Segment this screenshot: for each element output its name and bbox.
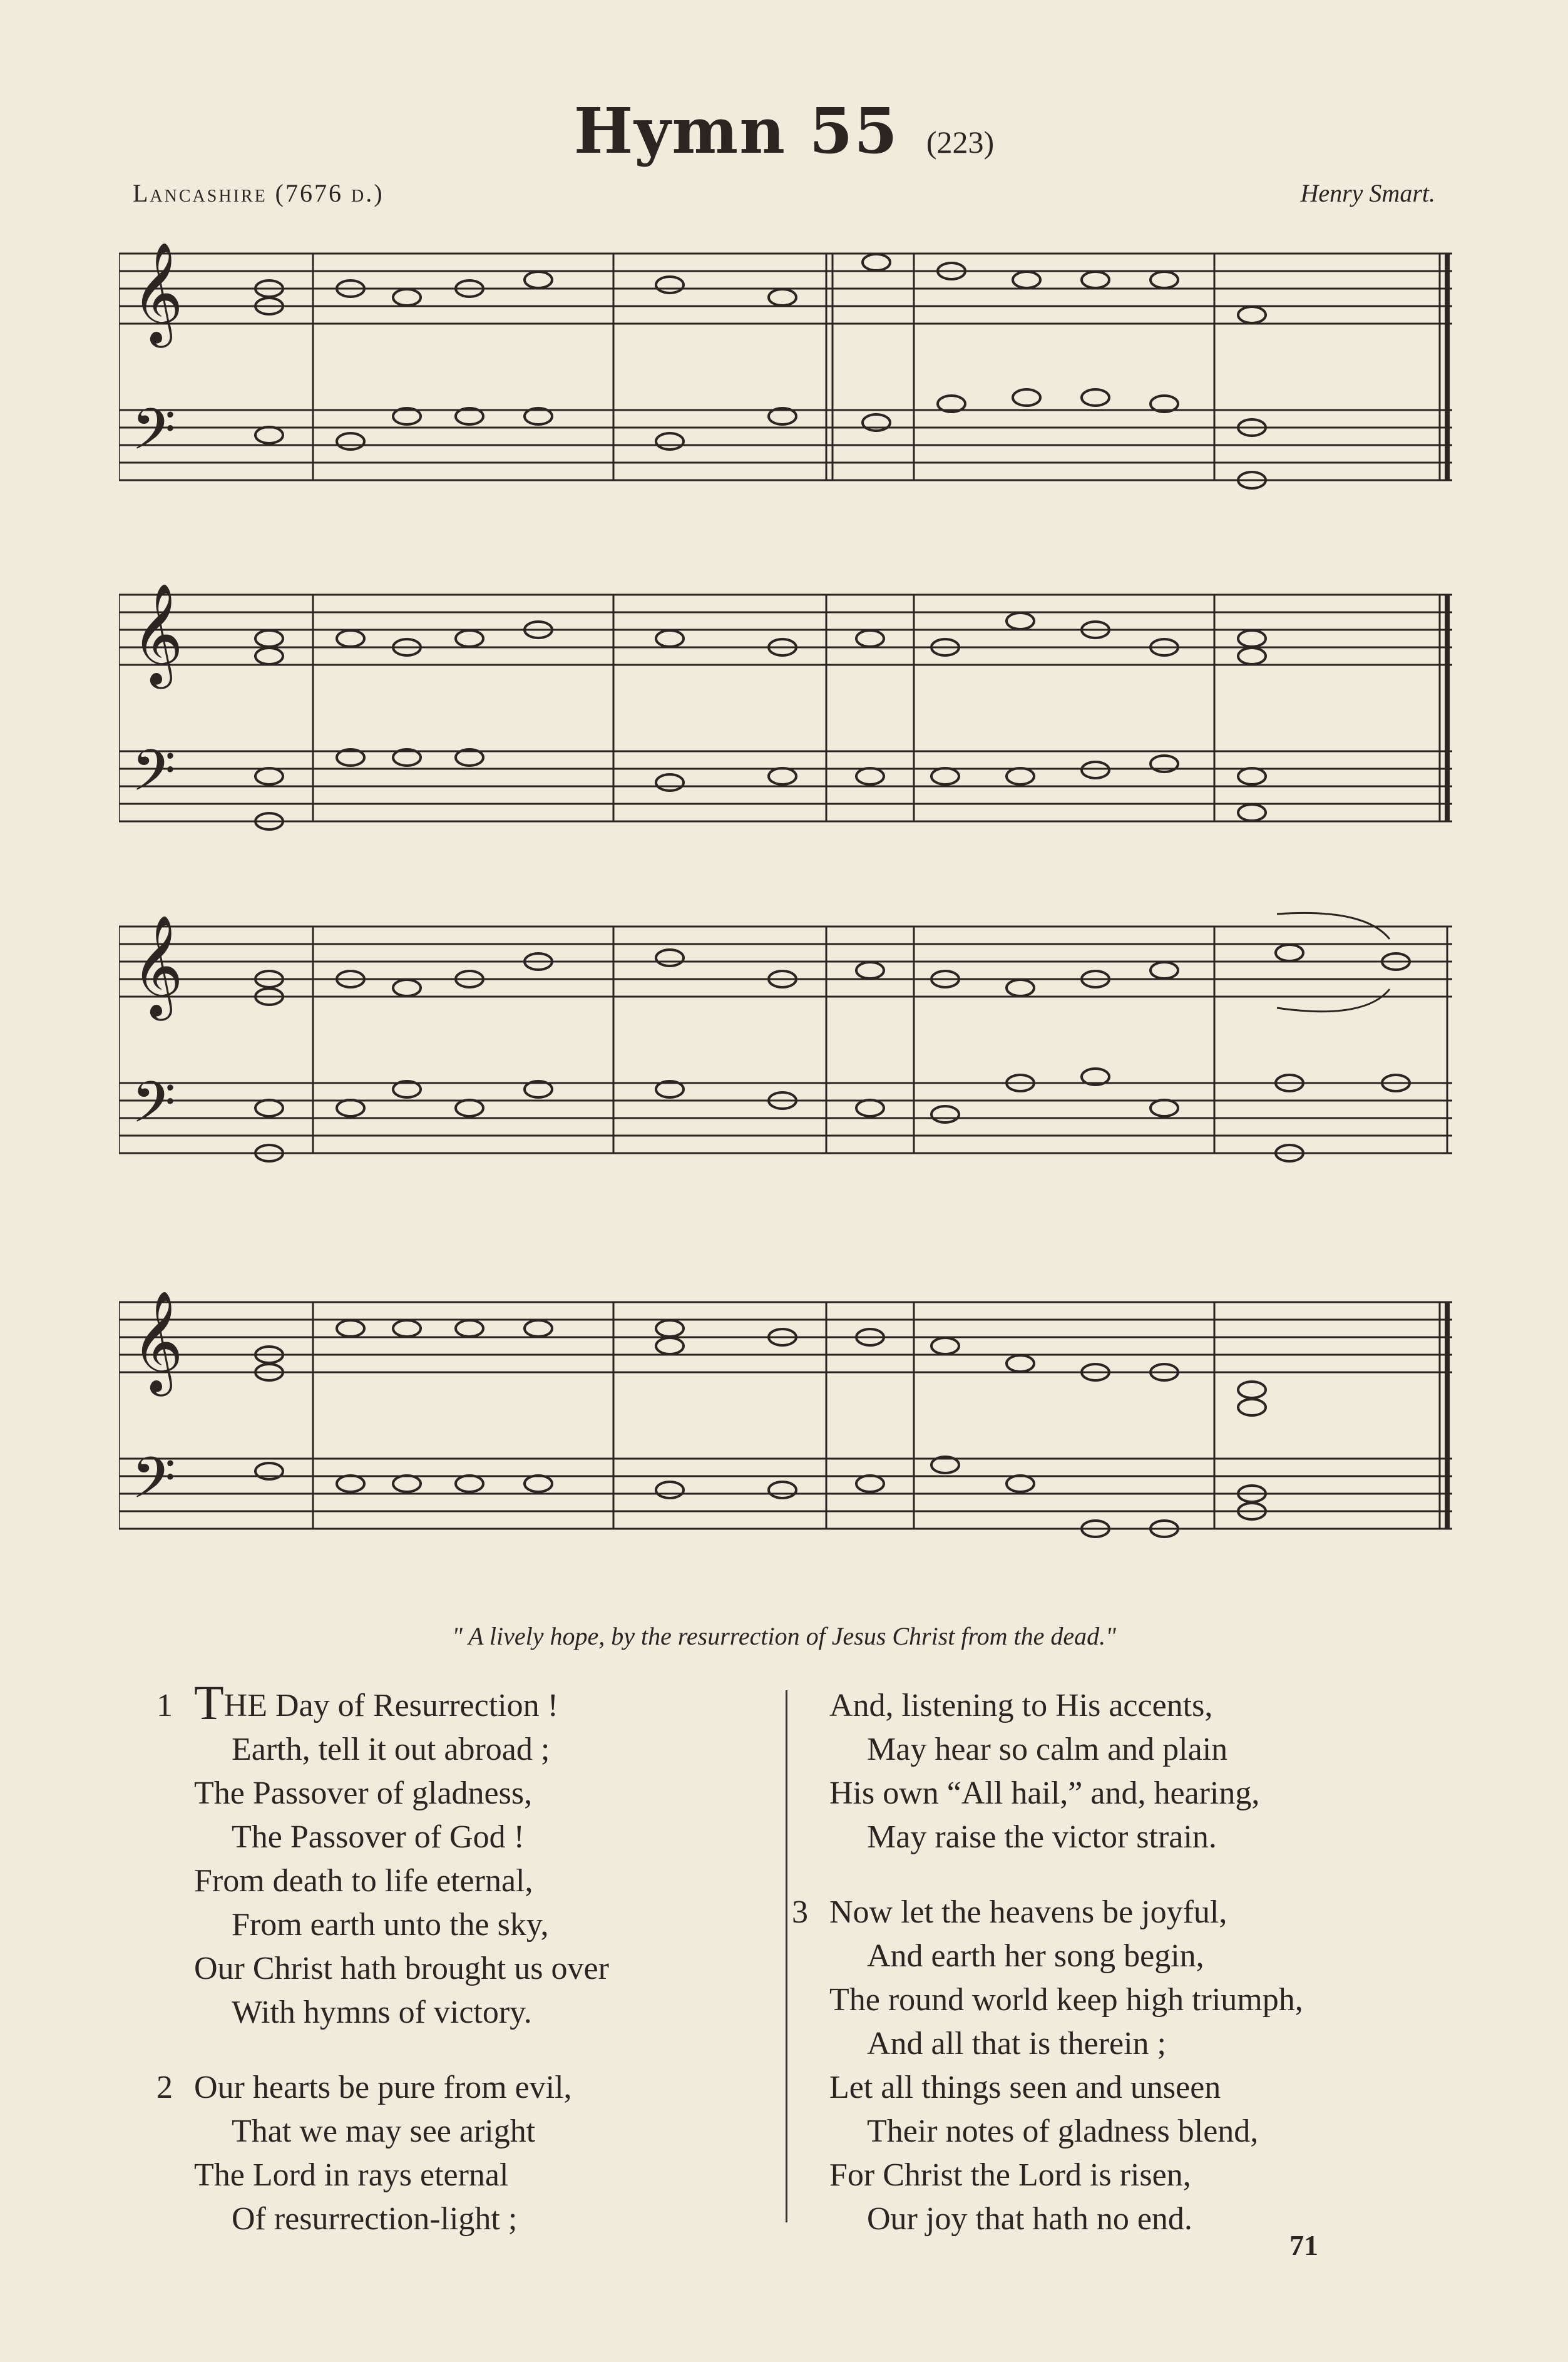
verse-line: For Christ the Lord is risen, — [829, 2157, 1191, 2193]
verse-line: The Lord in rays eternal — [194, 2157, 509, 2193]
verse-number: 1 — [156, 1688, 173, 1723]
verse-line: From death to life eternal, — [194, 1863, 533, 1899]
verse-line: The Passover of God ! — [232, 1819, 525, 1855]
music-system-2 — [119, 570, 1452, 858]
hymn-title: Hymn 55 — [573, 94, 899, 168]
music-system-1 — [119, 228, 1452, 516]
epigraph: " A lively hope, by the resurrection of Jesus Christ from the dead." — [452, 1622, 1116, 1650]
svg-text:𝄢: 𝄢 — [131, 399, 176, 475]
verse-line: Earth, tell it out abroad ; — [232, 1732, 550, 1767]
verse-line: And all that is therein ; — [867, 2026, 1167, 2062]
verse-line: His own “All hail,” and, hearing, — [829, 1775, 1260, 1811]
verse-line: And, listening to His accents, — [829, 1688, 1213, 1723]
svg-text:𝄞: 𝄞 — [131, 918, 183, 1015]
verse-line — [156, 1675, 609, 1730]
verse-line — [792, 1891, 1303, 1934]
verse-line: That we may see aright — [232, 2113, 536, 2149]
tune-name: Lancashire (7676 d.) — [133, 179, 384, 207]
hymn-reference: (223) — [926, 125, 995, 160]
verse-column-left — [156, 1675, 609, 2272]
page-number: 71 — [1289, 2229, 1318, 2261]
verse-line-text: HE Day of Resurrection ! — [223, 1688, 558, 1723]
svg-text:𝄢: 𝄢 — [131, 1447, 176, 1524]
verse-line-text: Now let the heavens be joyful, — [829, 1894, 1227, 1930]
verse-line-text: Our hearts be pure from evil, — [194, 2070, 572, 2105]
verse-2-continued — [792, 1684, 1303, 1859]
music-system-4 — [119, 1277, 1452, 1578]
verse-line: From earth unto the sky, — [232, 1907, 549, 1943]
verse-line: And earth her song begin, — [867, 1938, 1204, 1974]
drop-cap: T — [194, 1675, 224, 1730]
svg-text:𝄢: 𝄢 — [131, 740, 176, 816]
verse-line: Our Christ hath brought us over — [194, 1951, 609, 1986]
svg-text:𝄢: 𝄢 — [131, 1072, 176, 1148]
verse-line: May hear so calm and plain — [867, 1732, 1228, 1767]
verse-line: Our joy that hath no end. — [867, 2201, 1192, 2237]
verse-line: May raise the victor strain. — [867, 1819, 1217, 1855]
composer: Henry Smart. — [1300, 179, 1435, 207]
verse-line: Their notes of gladness blend, — [867, 2113, 1259, 2149]
verse-line: Let all things seen and unseen — [829, 2070, 1221, 2105]
verse-number: 3 — [792, 1894, 808, 1930]
verse-line: Of resurrection-light ; — [232, 2201, 518, 2237]
verse-line: The round world keep high triumph, — [829, 1982, 1303, 2018]
svg-text:𝄞: 𝄞 — [131, 1293, 183, 1390]
verse-line: With hymns of victory. — [232, 1995, 532, 2030]
verse-line: The Passover of gladness, — [194, 1775, 533, 1811]
music-system-3 — [119, 901, 1452, 1189]
verse-line — [156, 2066, 609, 2110]
svg-text:𝄞: 𝄞 — [131, 586, 183, 683]
verse-number: 2 — [156, 2070, 173, 2105]
verse-column-right — [792, 1684, 1303, 2272]
verse-3 — [792, 1891, 1303, 2241]
verse-2 — [156, 2066, 609, 2241]
verse-1 — [156, 1675, 609, 2035]
title-row — [0, 94, 1568, 168]
column-divider — [786, 1690, 787, 2222]
svg-text:𝄞: 𝄞 — [131, 245, 183, 342]
